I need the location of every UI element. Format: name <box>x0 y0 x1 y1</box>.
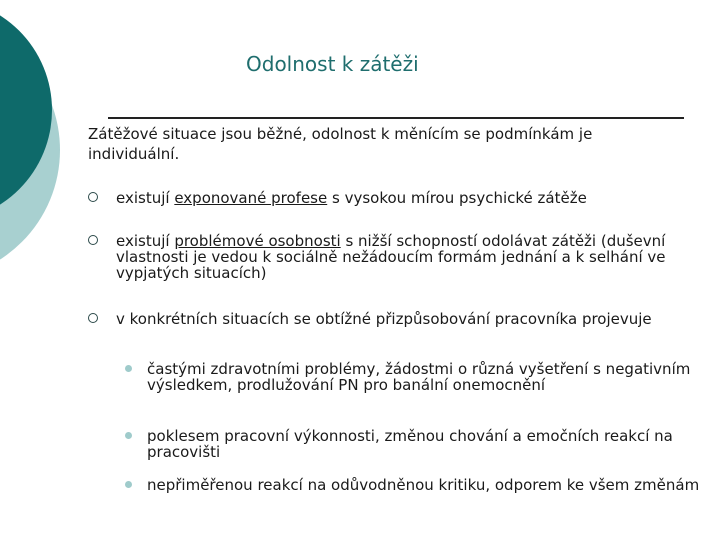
bullet-emphasis: exponované profese <box>174 189 328 207</box>
sub-bullet-text: poklesem pracovní výkonnosti, změnou chování a emočních reakcí na pracovišti <box>147 427 673 461</box>
intro-text: Zátěžové situace jsou běžné, odolnost k měnícím se podmínkám je individuální. <box>88 125 593 163</box>
bullet-text: v konkrétních situacích se obtížné přizpůsobování pracovníka projevuje <box>116 310 652 328</box>
sub-bullet-text: častými zdravotními problémy, žádostmi o různá vyšetření s negativním výsledkem, prodlužování PN pro banální onemocnění <box>147 360 691 394</box>
bullet-emphasis: problémové osobnosti <box>174 232 341 250</box>
title-divider <box>108 117 684 119</box>
circle-bullet-icon <box>88 235 98 245</box>
slide-title: Odolnost k zátěži <box>246 52 419 76</box>
decorative-circles <box>0 0 100 300</box>
bullet-text: existují problémové osobnosti s nižší schopností odolávat zátěži (duševní vlastnosti je vedou k sociálně nežádoucím formám jednání a k selhání ve vypjatých situacích) <box>116 232 666 282</box>
sub-bullet-text: nepřiměřenou reakcí na odůvodněnou kritiku, odporem ke všem změnám <box>147 476 700 494</box>
circle-bullet-icon <box>88 192 98 202</box>
bullet-text: existují exponované profese s vysokou mírou psychické zátěže <box>116 189 587 207</box>
dot-bullet-icon <box>125 481 132 488</box>
dot-bullet-icon <box>125 365 132 372</box>
dot-bullet-icon <box>125 432 132 439</box>
circle-bullet-icon <box>88 313 98 323</box>
